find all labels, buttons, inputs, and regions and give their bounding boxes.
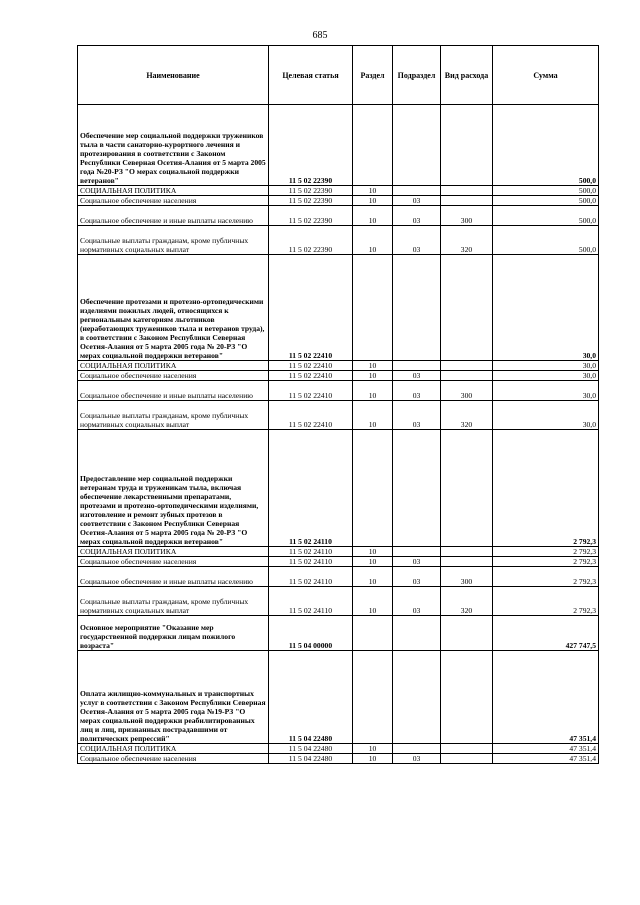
col-header-expense-type: Вид расхода xyxy=(441,46,493,105)
cell-target-code: 11 5 02 22390 xyxy=(269,105,353,186)
table-row xyxy=(78,754,599,764)
cell-section xyxy=(353,105,393,186)
page-number: 685 xyxy=(312,30,328,41)
cell-sum: 500,0 xyxy=(493,226,599,255)
cell-expense-type xyxy=(441,616,493,651)
table-row xyxy=(78,371,599,381)
cell-target-code: 11 5 04 22480 xyxy=(269,744,353,754)
cell-subsection xyxy=(393,651,441,744)
cell-subsection: 03 xyxy=(393,557,441,567)
cell-target-code: 11 5 04 22480 xyxy=(269,754,353,764)
col-header-name: Наименование xyxy=(78,46,269,105)
cell-expense-type: 320 xyxy=(441,587,493,616)
cell-expense-type: 320 xyxy=(441,226,493,255)
cell-name: Социальные выплаты гражданам, кроме публичных нормативных социальных выплат xyxy=(78,226,269,255)
cell-subsection xyxy=(393,430,441,547)
cell-section xyxy=(353,651,393,744)
cell-section: 10 xyxy=(353,557,393,567)
cell-expense-type xyxy=(441,186,493,196)
cell-sum: 2 792,3 xyxy=(493,547,599,557)
cell-section: 10 xyxy=(353,371,393,381)
cell-subsection xyxy=(393,105,441,186)
cell-section xyxy=(353,255,393,361)
cell-sum: 2 792,3 xyxy=(493,587,599,616)
cell-subsection: 03 xyxy=(393,754,441,764)
cell-section: 10 xyxy=(353,186,393,196)
cell-subsection: 03 xyxy=(393,587,441,616)
table-header-row xyxy=(78,46,599,105)
cell-expense-type: 300 xyxy=(441,567,493,587)
cell-target-code: 11 5 04 22480 xyxy=(269,651,353,744)
col-header-code: Целевая статья xyxy=(269,46,353,105)
cell-section: 10 xyxy=(353,401,393,430)
cell-sum: 30,0 xyxy=(493,255,599,361)
cell-subsection: 03 xyxy=(393,206,441,226)
table-row xyxy=(78,567,599,587)
cell-section: 10 xyxy=(353,567,393,587)
cell-sum: 30,0 xyxy=(493,401,599,430)
table-row xyxy=(78,226,599,255)
col-header-sum: Сумма xyxy=(493,46,599,105)
cell-sum: 500,0 xyxy=(493,186,599,196)
table-row xyxy=(78,616,599,651)
cell-sum: 47 351,4 xyxy=(493,651,599,744)
cell-section: 10 xyxy=(353,754,393,764)
cell-expense-type: 300 xyxy=(441,206,493,226)
table-row xyxy=(78,430,599,547)
cell-expense-type xyxy=(441,105,493,186)
table-row xyxy=(78,361,599,371)
cell-subsection: 03 xyxy=(393,381,441,401)
cell-expense-type xyxy=(441,744,493,754)
cell-target-code: 11 5 02 24110 xyxy=(269,587,353,616)
table-row xyxy=(78,255,599,361)
cell-subsection: 03 xyxy=(393,371,441,381)
col-header-subsection: Подраздел xyxy=(393,46,441,105)
cell-name: Социальные выплаты гражданам, кроме публичных нормативных социальных выплат xyxy=(78,401,269,430)
cell-section: 10 xyxy=(353,744,393,754)
cell-target-code: 11 5 02 24110 xyxy=(269,557,353,567)
cell-target-code: 11 5 02 22410 xyxy=(269,381,353,401)
cell-name: Основное мероприятие "Оказание мер государственной поддержки лицам пожилого возраста" xyxy=(78,616,269,651)
cell-name: Предоставление мер социальной поддержки ветеранам труда и труженикам тыла, включая обеспечение лекарственными препаратами, протезами и протезно-ортопедическими изделиями, изготовление и ремонт зубных протезов в соответствии с Законом Республики Северная Осетия-Алания от 5 марта 2005 года № 20-РЗ "О мерах социальной поддержки ветеранов" xyxy=(78,430,269,547)
cell-section: 10 xyxy=(353,226,393,255)
cell-expense-type: 300 xyxy=(441,381,493,401)
table-row xyxy=(78,105,599,186)
cell-expense-type xyxy=(441,255,493,361)
cell-name: Социальные выплаты гражданам, кроме публичных нормативных социальных выплат xyxy=(78,587,269,616)
cell-target-code: 11 5 02 22410 xyxy=(269,255,353,361)
cell-target-code: 11 5 02 22390 xyxy=(269,196,353,206)
cell-subsection xyxy=(393,255,441,361)
cell-sum: 500,0 xyxy=(493,206,599,226)
cell-sum: 30,0 xyxy=(493,371,599,381)
table-row xyxy=(78,547,599,557)
cell-subsection xyxy=(393,186,441,196)
cell-name: Социальное обеспечение и иные выплаты населению xyxy=(78,381,269,401)
budget-table xyxy=(77,45,599,764)
table-row xyxy=(78,186,599,196)
cell-name: СОЦИАЛЬНАЯ ПОЛИТИКА xyxy=(78,547,269,557)
cell-expense-type xyxy=(441,547,493,557)
cell-expense-type xyxy=(441,651,493,744)
cell-name: Социальное обеспечение населения xyxy=(78,754,269,764)
cell-section xyxy=(353,430,393,547)
cell-sum: 30,0 xyxy=(493,381,599,401)
cell-expense-type xyxy=(441,371,493,381)
cell-target-code: 11 5 02 22410 xyxy=(269,371,353,381)
cell-target-code: 11 5 02 22410 xyxy=(269,361,353,371)
cell-target-code: 11 5 02 24110 xyxy=(269,547,353,557)
cell-name: Социальное обеспечение и иные выплаты населению xyxy=(78,567,269,587)
cell-subsection xyxy=(393,744,441,754)
table-row xyxy=(78,557,599,567)
cell-target-code: 11 5 02 22410 xyxy=(269,401,353,430)
cell-section: 10 xyxy=(353,381,393,401)
cell-sum: 427 747,5 xyxy=(493,616,599,651)
cell-target-code: 11 5 02 24110 xyxy=(269,430,353,547)
cell-sum: 2 792,3 xyxy=(493,567,599,587)
cell-name: Обеспечение протезами и протезно-ортопедическими изделиями пожилых людей, относящихся к региональным категориям льготников (неработающих тружеников тыла и ветеранов труда), в соответствии с Законом Республики Северная Осетия-Алания от 5 марта 2005 года № 20-РЗ "О мерах социальной поддержки ветеранов" xyxy=(78,255,269,361)
table-row xyxy=(78,381,599,401)
cell-target-code: 11 5 02 22390 xyxy=(269,206,353,226)
cell-expense-type xyxy=(441,557,493,567)
cell-sum: 500,0 xyxy=(493,196,599,206)
cell-name: Социальное обеспечение населения xyxy=(78,196,269,206)
cell-name: Социальное обеспечение населения xyxy=(78,557,269,567)
cell-subsection xyxy=(393,547,441,557)
cell-name: Социальное обеспечение и иные выплаты населению xyxy=(78,206,269,226)
table-row xyxy=(78,587,599,616)
cell-name: СОЦИАЛЬНАЯ ПОЛИТИКА xyxy=(78,744,269,754)
cell-subsection xyxy=(393,361,441,371)
col-header-section: Раздел xyxy=(353,46,393,105)
cell-sum: 2 792,3 xyxy=(493,557,599,567)
cell-expense-type xyxy=(441,754,493,764)
cell-expense-type xyxy=(441,196,493,206)
cell-section: 10 xyxy=(353,206,393,226)
cell-name: Оплата жилищно-коммунальных и транспортных услуг в соответствии с Законом Республики Северная Осетия-Алания от 5 марта 2005 года №19-РЗ "О мерах социальной поддержки реабилитированных лиц и лиц, признанных пострадавшими от политических репрессий" xyxy=(78,651,269,744)
cell-expense-type: 320 xyxy=(441,401,493,430)
table-row xyxy=(78,401,599,430)
cell-sum: 30,0 xyxy=(493,361,599,371)
cell-expense-type xyxy=(441,361,493,371)
cell-subsection: 03 xyxy=(393,401,441,430)
cell-sum: 47 351,4 xyxy=(493,754,599,764)
cell-target-code: 11 5 02 22390 xyxy=(269,226,353,255)
cell-subsection xyxy=(393,616,441,651)
table-row xyxy=(78,196,599,206)
cell-target-code: 11 5 04 00000 xyxy=(269,616,353,651)
cell-section: 10 xyxy=(353,361,393,371)
cell-name: Социальное обеспечение населения xyxy=(78,371,269,381)
cell-target-code: 11 5 02 22390 xyxy=(269,186,353,196)
cell-subsection: 03 xyxy=(393,567,441,587)
cell-sum: 500,0 xyxy=(493,105,599,186)
cell-name: СОЦИАЛЬНАЯ ПОЛИТИКА xyxy=(78,361,269,371)
cell-expense-type xyxy=(441,430,493,547)
table-row xyxy=(78,206,599,226)
cell-section xyxy=(353,616,393,651)
table-row xyxy=(78,651,599,744)
cell-sum: 47 351,4 xyxy=(493,744,599,754)
cell-section: 10 xyxy=(353,196,393,206)
cell-sum: 2 792,3 xyxy=(493,430,599,547)
table-row xyxy=(78,744,599,754)
cell-name: СОЦИАЛЬНАЯ ПОЛИТИКА xyxy=(78,186,269,196)
cell-section: 10 xyxy=(353,547,393,557)
cell-name: Обеспечение мер социальной поддержки тружеников тыла в части санаторно-курортного лечения и протезирования в соответствии с Законом Республики Северная Осетия-Алания от 5 марта 2005 года №20-РЗ "О мерах социальной поддержки ветеранов" xyxy=(78,105,269,186)
cell-subsection: 03 xyxy=(393,226,441,255)
cell-section: 10 xyxy=(353,587,393,616)
cell-subsection: 03 xyxy=(393,196,441,206)
cell-target-code: 11 5 02 24110 xyxy=(269,567,353,587)
